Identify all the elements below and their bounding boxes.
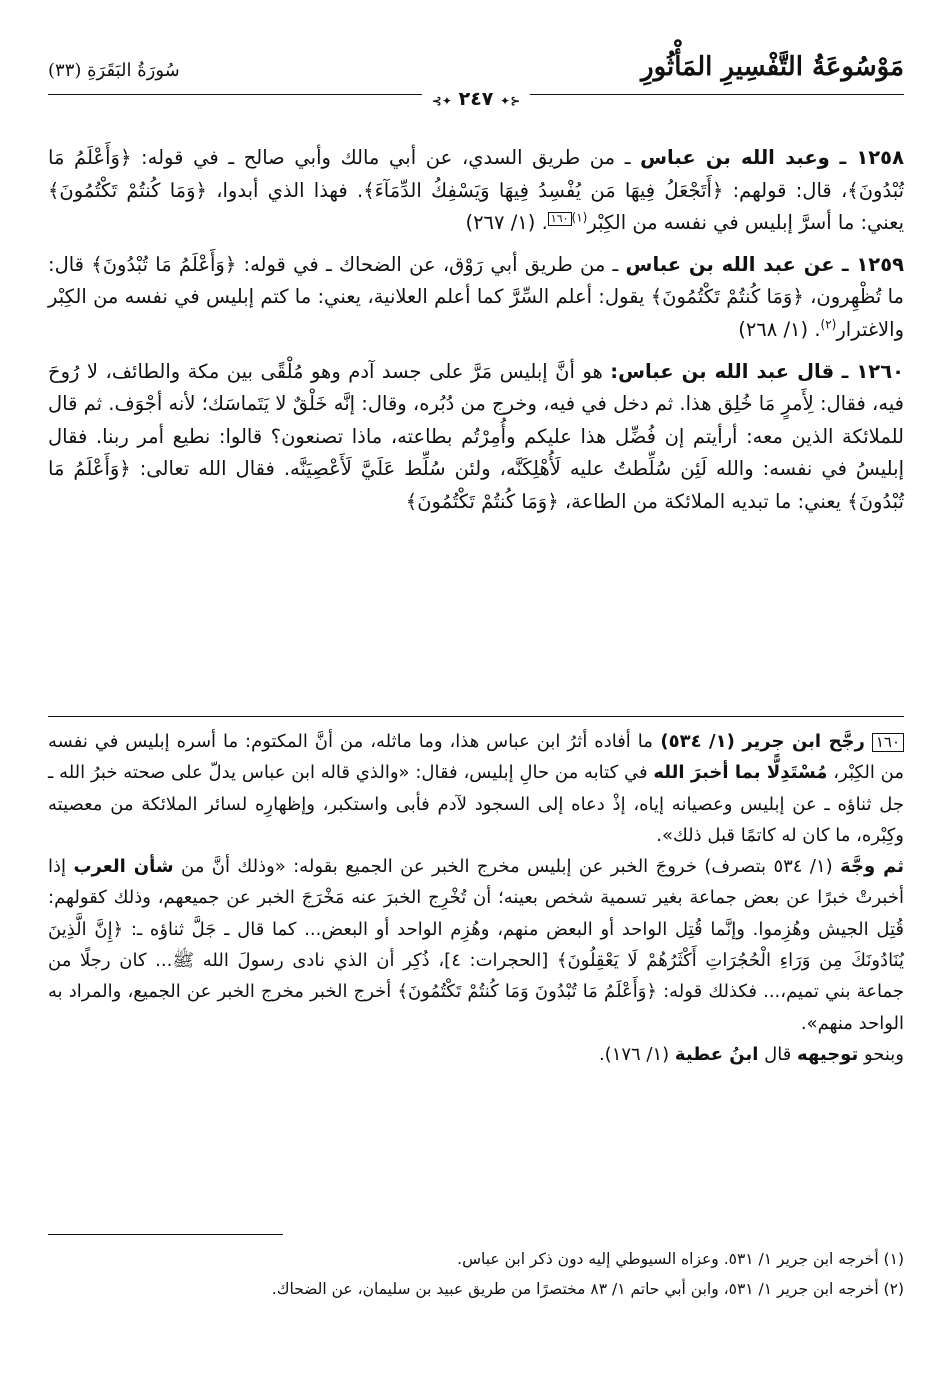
footnote-marker[interactable]: (٢): [820, 317, 837, 332]
footnote-rule: [48, 1234, 283, 1235]
commentary-lead: ثم وجَّهَ: [840, 856, 904, 878]
page-number-wrap: [422, 88, 530, 110]
main-text: [48, 142, 904, 528]
quran-quote: ﴿وَمَا كُنتُمْ تَكْتُمُونَ﴾: [405, 489, 559, 513]
entry-1260: [48, 356, 904, 519]
narrator: وعبد الله بن عباس: [640, 146, 830, 169]
commentary-text: (١/ ٥٣٤ بتصرف) خروجَ الخبر عن إبليس مخرج الخبر عن الجميع بقوله: «وذلك أنَّ من: [173, 856, 841, 878]
commentary-bold: مُسْتَدِلًّا بما أخبرَ الله: [653, 762, 828, 784]
page-number: ٢٤٧: [458, 88, 494, 110]
book-page: [48, 46, 904, 1366]
entry-number: ١٢٦٠ ـ: [841, 359, 904, 383]
quran-quote: ﴿أَتَجْعَلُ فِيهَا مَن يُفْسِدُ فِيهَا وَيَسْفِكُ الدِّمَآءَ﴾: [363, 178, 724, 202]
book-title: مَوْسُوعَةُ التَّفْسِيرِ المَأْثُورِ: [641, 52, 904, 82]
ornament-icon: ✦⊱: [431, 94, 452, 108]
entry-text: ، قال: قولهم:: [723, 178, 848, 202]
commentary-divider: [48, 716, 904, 717]
entry-1259: [48, 249, 904, 347]
commentary-bold: توجيهه: [797, 1043, 859, 1065]
commentary-text: ما أفاده أثرُ ابن عباس هذا، وما ماثله، من أنَّ المكتوم: ما أسره إبليس في نفسه من الكِبْر،: [48, 731, 904, 784]
quran-quote: ﴿إِنَّ الَّذِينَ يُنَادُونَكَ مِن وَرَاءِ الْحُجُرَاتِ أَكْثَرُهُمْ لَا يَعْقِلُونَ﴾: [48, 918, 904, 972]
commentary-text: أخرج الخبر مخرج الخبر عن الجميع، والمراد به الواحد منهم».: [48, 981, 904, 1034]
quran-quote: ﴿وَأَعْلَمُ مَا تُبْدُونَ وَمَا كُنتُمْ تَكْتُمُونَ﴾: [397, 981, 657, 1003]
commentary-lead: رجَّح ابن جرير: [742, 731, 865, 752]
commentary-text: قال: [758, 1043, 798, 1065]
commentary-text: وبنحو: [858, 1043, 904, 1065]
entry-text: . فهذا الذي أبدوا،: [206, 178, 364, 202]
commentary-text: في كتابه من حالِ إبليس، فقال: «والذي قاله ابن عباس يدلّ على صحته خبرُ الله ـ جل ثناؤه ـ عن إبليس وعصيانه إياه، إذْ دعاه إلى السجود لآدم فأبى واستكبر، وإظهارِه لسائر الملائكة من معصيته وكِبْره، ما كان له كاتمًا قبل ذلك».: [48, 762, 904, 846]
entry-1258: [48, 142, 904, 240]
ornament-icon: ⊰✦: [500, 94, 521, 108]
volume-reference: . (١/ ٢٦٧): [465, 211, 548, 235]
commentary-bold: ابنُ عطية: [674, 1043, 759, 1065]
entry-text: ـ من طريق السدي، عن أبي مالك وأبي صالح ـ في قوله:: [131, 146, 641, 169]
entry-text: يعني: ما تبديه الملائكة من الطاعة،: [558, 489, 848, 513]
entry-number: ١٢٥٨ ـ: [839, 146, 904, 169]
surah-label: سُورَةُ البَقَرَةِ (٣٣): [48, 60, 180, 81]
commentary-text: (١/ ١٧٦).: [598, 1043, 675, 1065]
footnotes: [48, 1244, 904, 1304]
commentary-text: إذا أخبرتْ خبرًا عن بعض جماعة بغير تسمية شخص بعينه؛ أن تُخْرِج الخبرَ عنه مَخْرَجَ الخبر عن جميعهم، وذلك كقولهم: قُتِل الجيش وهُزِموا. وإنَّما قُتِل الواحد أو البعض منهم، وهُزِم الواحد أو البعض... كما قال ـ جَلَّ ثناؤه ـ:: [48, 856, 904, 940]
commentary-paragraph: [48, 851, 904, 1039]
commentary-ref: (١/ ٥٣٤): [652, 731, 743, 752]
entry-text: يقول: أعلم السِّرَّ كما أعلم العلانية، يعني: ما كتم إبليس في نفسه من الكِبْر والاغترار: [48, 285, 904, 341]
entry-number: ١٢٥٩ ـ: [841, 252, 904, 276]
narrator: قال عبد الله بن عباس:: [610, 359, 835, 383]
commentary-bold: شأن العرب: [73, 856, 174, 878]
quran-quote: ﴿وَأَعْلَمُ مَا تُبْدُونَ﴾: [48, 146, 905, 202]
entry-text: يعني: ما أسرَّ إبليس في نفسه من الكِبْر: [587, 211, 904, 235]
narrator: عن عبد الله بن عباس: [625, 252, 835, 276]
footnote: (١) أخرجه ابن جرير ١/ ٥٣١. وعزاه السيوطي إليه دون ذكر ابن عباس.: [457, 1250, 904, 1268]
commentary-paragraph: [48, 1039, 904, 1070]
commentary-text: [الحجرات: ٤]، ذُكِر أن الذي نادى رسولَ الله ﷺ... كان رجلًا من جماعة بني تميم،... فكذلك قوله:: [48, 950, 904, 1003]
quran-quote: ﴿وَمَا كُنتُمْ تَكْتُمُونَ﴾: [650, 285, 804, 309]
commentary-marker[interactable]: ١٦٠: [548, 212, 572, 226]
quran-quote: ﴿وَمَا كُنتُمْ تَكْتُمُونَ﴾: [48, 178, 207, 202]
entry-text: هو أنَّ إبليس مَرَّ على جسد آدم وهو مُلْقًى بين مكة والطائف، لا رُوحَ فيه، فقال: لِأَمرٍ مَا خُلِق هذا. ثم دخل في فيه، وخرج من دُبُره، وقال: إنَّه خَلْقٌ لا يَتَماسَك؛ لأنه أجْوَف. ثم قال للملائكة الذين معه: أرأيتم إن فُضِّل هذا عليكم وأُمِرْتُم بطاعته، ماذا تصنعون؟ قالوا: نطيع أمر ربنا. فقال إبليسُ في نفسه: والله لَئِن سُلِّطتُ عليه لَأُهْلِكَنَّه، ولئن سُلِّط عَلَيَّ لَأَعْصِيَنَّه. فقال الله تعالى:: [48, 359, 904, 481]
volume-reference: . (١/ ٢٦٨): [738, 317, 821, 341]
commentary-paragraph: [48, 726, 904, 851]
footnote-marker[interactable]: (١): [571, 210, 588, 225]
quran-quote: ﴿وَأَعْلَمُ مَا تُبْدُونَ﴾: [48, 457, 904, 513]
commentary-label: ١٦٠: [872, 733, 904, 752]
entry-text: ـ من طريق أبي رَوْق، عن الضحاك ـ في قوله:: [236, 252, 626, 276]
entry-text: قال: ما تُظْهِرون،: [48, 252, 904, 309]
commentary-section: [48, 726, 904, 1070]
quran-quote: ﴿وَأَعْلَمُ مَا تُبْدُونَ﴾: [91, 252, 237, 276]
page-header: [48, 46, 904, 110]
footnote: (٢) أخرجه ابن جرير ١/ ٥٣١، وابن أبي حاتم ١/ ٨٣ مختصرًا من طريق عبيد بن سليمان، عن الضحاك.: [271, 1280, 904, 1298]
